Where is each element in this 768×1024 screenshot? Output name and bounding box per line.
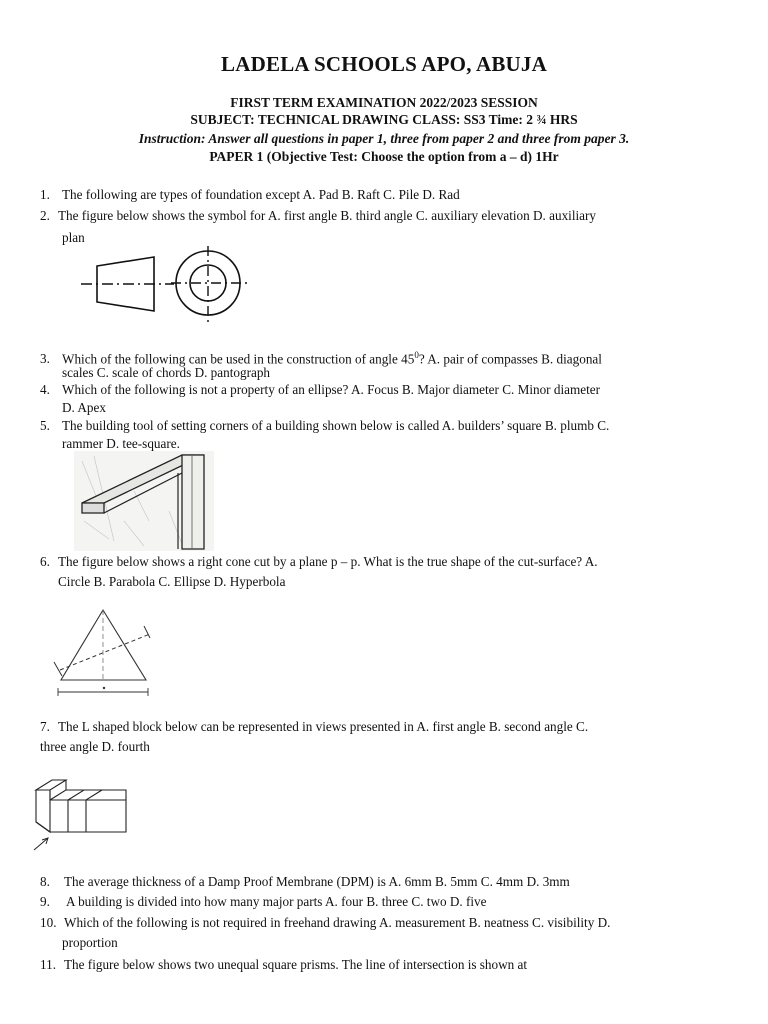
- subject-line: SUBJECT: TECHNICAL DRAWING CLASS: SS3 Time: 2 ¾ HRS: [190, 112, 578, 127]
- instruction-line: Instruction: Answer all questions in paper 1, three from paper 2 and three from paper 3.: [138, 131, 630, 146]
- question-number: 8.: [40, 874, 50, 889]
- square-arm-end: [82, 503, 104, 513]
- question-text: Which of the following is not a property of an ellipse? A. Focus B. Major diameter C. Minor diameter: [62, 382, 601, 397]
- question-text: The figure below shows a right cone cut by a plane p – p. What is the true shape of the cut-surface? A.: [58, 554, 598, 569]
- question-8: [40, 873, 570, 891]
- question-10: [40, 914, 610, 932]
- builders-square-figure: [74, 451, 214, 551]
- view-direction-arrow: [34, 838, 48, 850]
- school-name: LADELA SCHOOLS APO, ABUJA: [221, 52, 547, 76]
- question-text: The figure below shows two unequal square prisms. The line of intersection is shown at: [64, 957, 528, 972]
- dimension-mark: [103, 687, 105, 689]
- question-number: 7.: [40, 719, 50, 734]
- question-10-continuation: proportion: [62, 935, 118, 950]
- question-number: 11.: [40, 957, 56, 972]
- question-1: [40, 186, 460, 204]
- question-text: The figure below shows the symbol for A. first angle B. third angle C. auxiliary elevation D. auxiliary: [58, 208, 597, 223]
- square-vertical-leg: [182, 455, 204, 549]
- l-block-lines: [36, 780, 126, 832]
- question-text: The following are types of foundation except A. Pad B. Raft C. Pile D. Rad: [62, 187, 460, 202]
- question-number: 9.: [40, 894, 50, 909]
- question-text-start: Which of the following can be used in the construction of angle 45: [62, 351, 415, 367]
- exam-title: FIRST TERM EXAMINATION 2022/2023 SESSION: [230, 95, 538, 110]
- question-5-continuation: rammer D. tee-square.: [62, 436, 180, 451]
- question-6-continuation: Circle B. Parabola C. Ellipse D. Hyperbola: [58, 574, 286, 589]
- question-text: A building is divided into how many major parts A. four B. three C. two D. five: [66, 894, 487, 909]
- question-4-continuation: D. Apex: [62, 400, 106, 415]
- question-text: Which of the following is not required in freehand drawing A. measurement B. neatness C. visibility D.: [64, 915, 611, 930]
- question-number: 5.: [40, 418, 50, 433]
- question-7: [40, 718, 588, 736]
- question-text: The average thickness of a Damp Proof Membrane (DPM) is A. 6mm B. 5mm C. 4mm D. 3mm: [64, 874, 570, 889]
- question-4: [40, 381, 600, 399]
- question-text: The L shaped block below can be represented in views presented in A. first angle B. second angle C.: [58, 719, 589, 734]
- cone-outline: [61, 610, 146, 680]
- question-9: [40, 893, 487, 911]
- question-text: The building tool of setting corners of a building shown below is called A. builders’ square B. plumb C.: [62, 418, 610, 433]
- degree-superscript: 0: [414, 350, 419, 360]
- paper-title: PAPER 1 (Objective Test: Choose the option from a – d) 1Hr: [209, 149, 559, 164]
- question-text-end: ? A. pair of compasses B. diagonal: [418, 351, 602, 367]
- cone-section-figure: [40, 604, 160, 702]
- l-shaped-block-figure: [28, 772, 138, 858]
- question-number: 3.: [40, 351, 50, 367]
- question-11: [40, 956, 527, 974]
- question-number: 10.: [40, 915, 57, 930]
- question-2: [40, 207, 596, 225]
- question-number: 2.: [40, 208, 50, 223]
- question-5: [40, 417, 609, 435]
- plane-arrow-left: [54, 662, 62, 676]
- question-6: [40, 553, 598, 571]
- question-number: 4.: [40, 382, 50, 397]
- question-number: 1.: [40, 187, 50, 202]
- question-2-continuation: plan: [62, 230, 85, 245]
- projection-symbol-figure: [78, 245, 258, 325]
- question-7-continuation: three angle D. fourth: [40, 739, 150, 754]
- question-number: 6.: [40, 554, 50, 569]
- question-3-continuation: scales C. scale of chords D. pantograph: [62, 365, 271, 380]
